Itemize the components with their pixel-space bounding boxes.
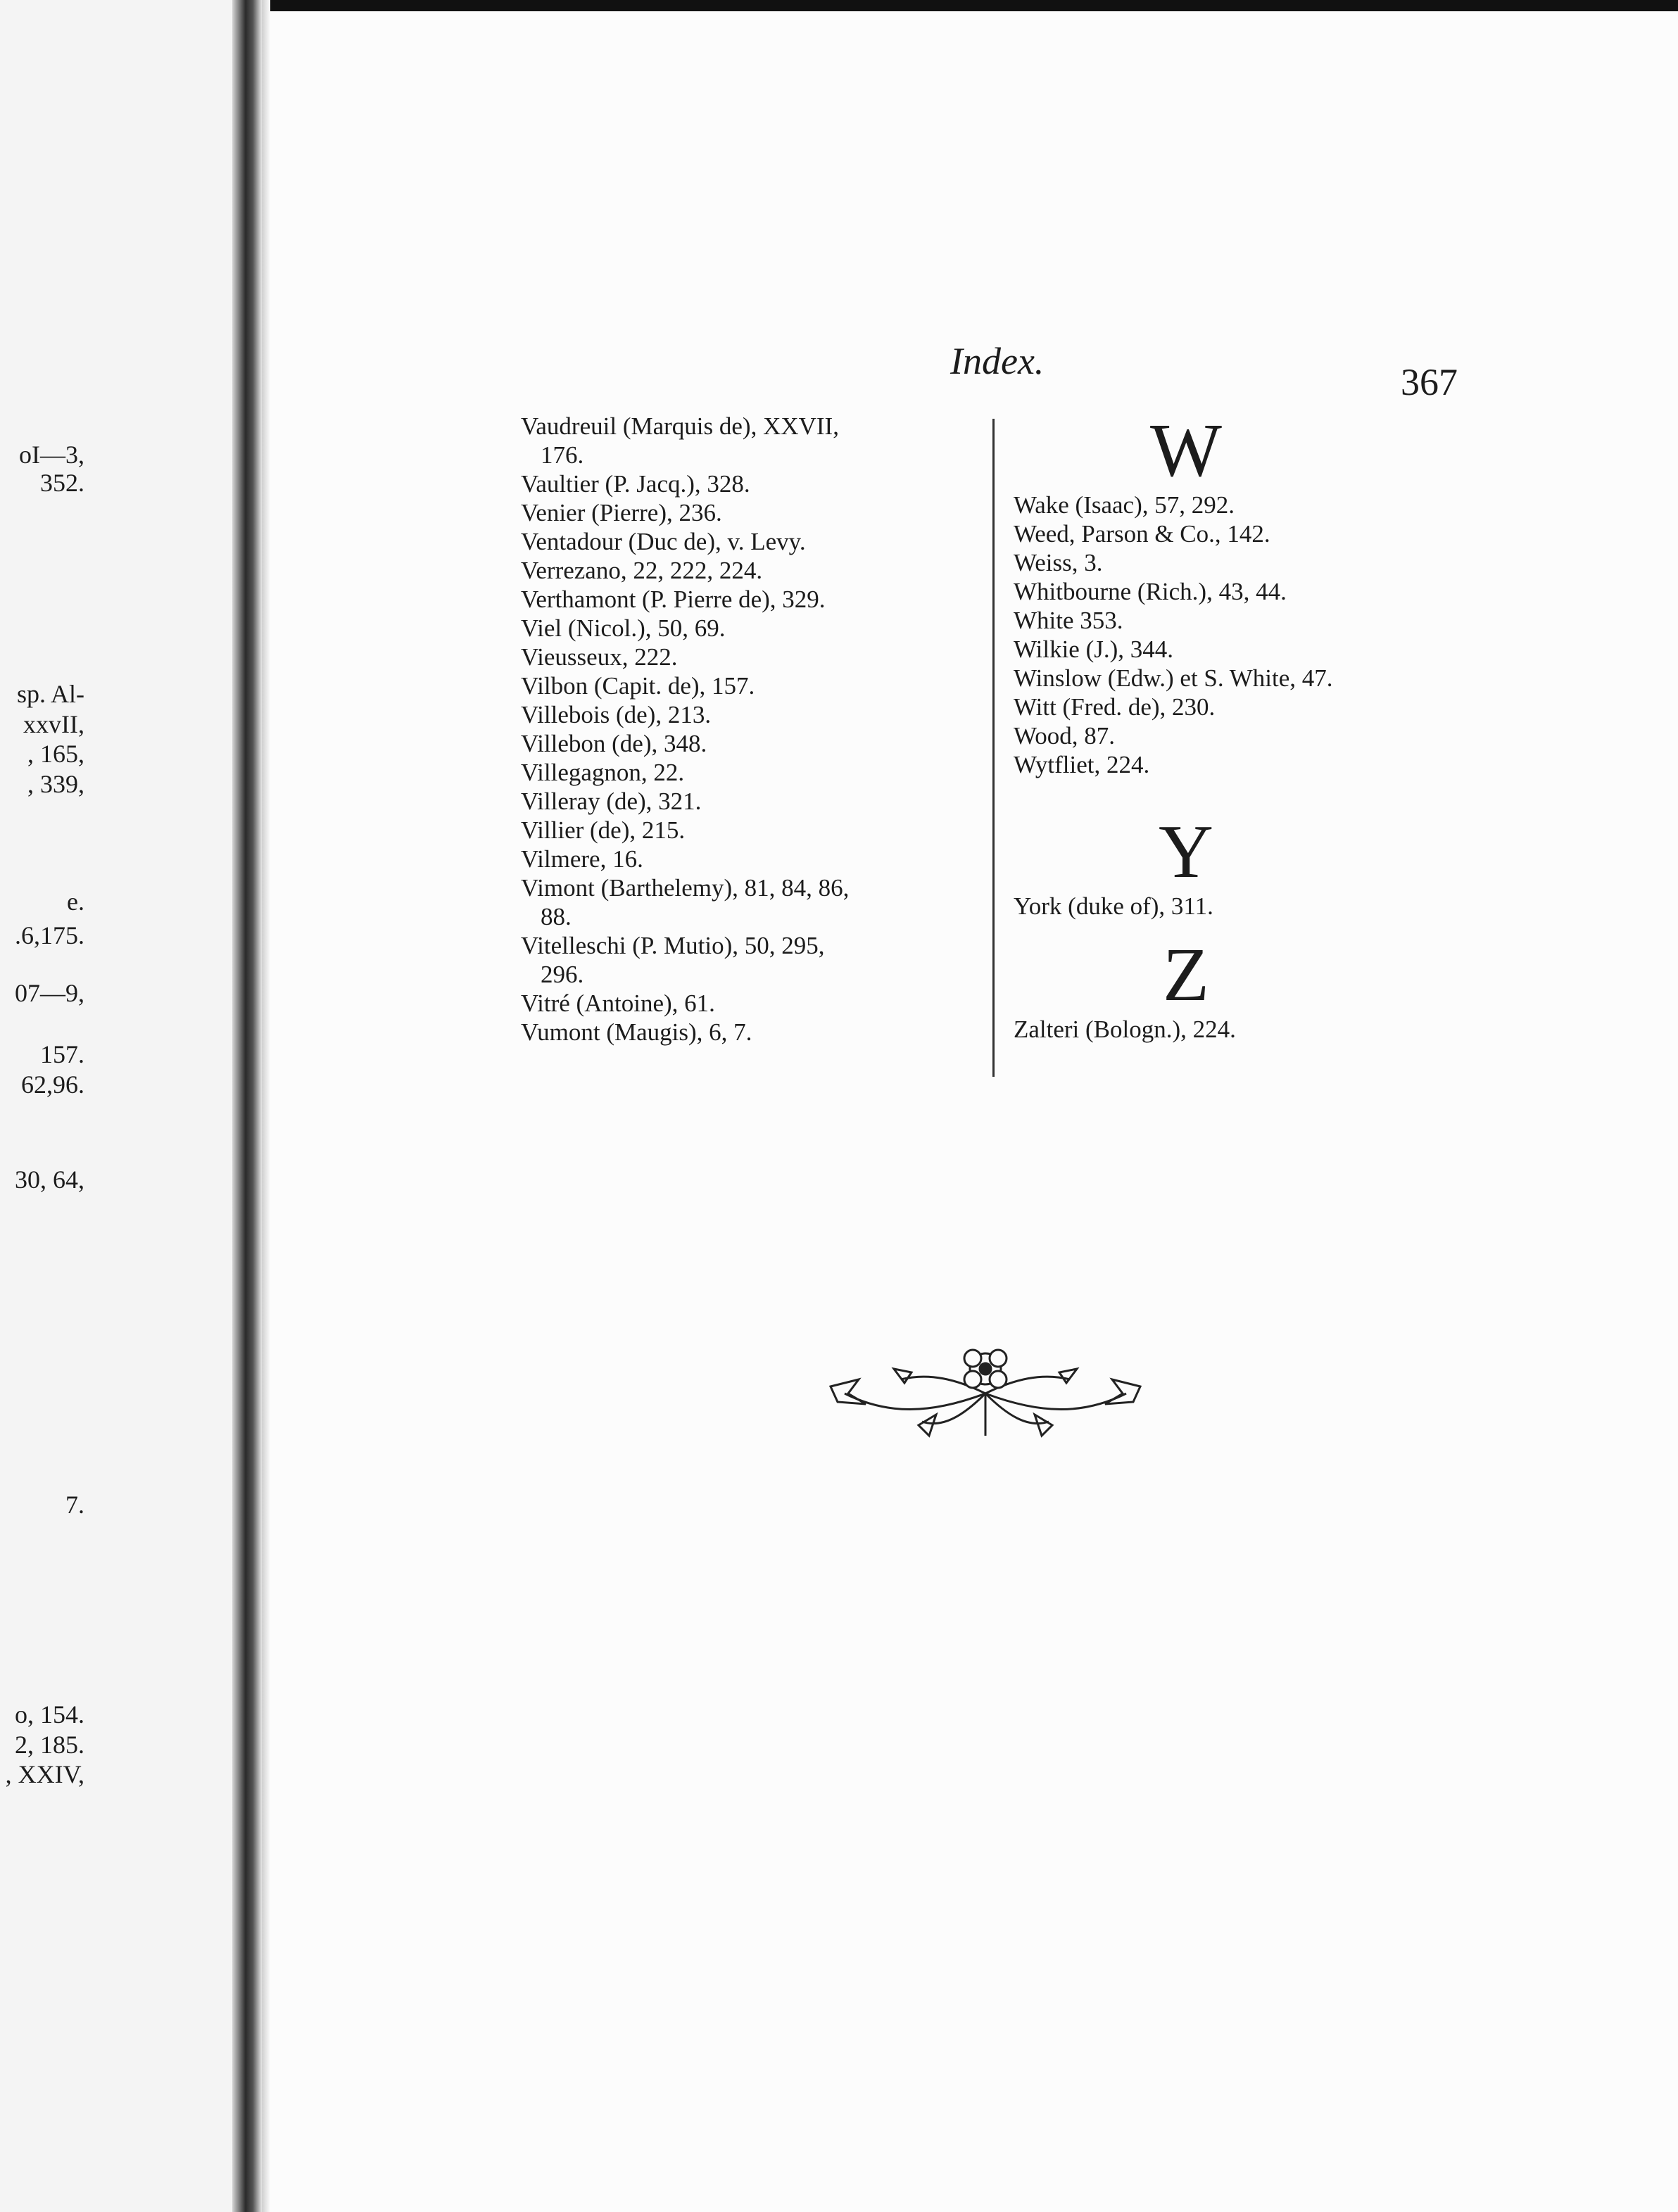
index-entry: Witt (Fred. de), 230. [1014, 693, 1216, 721]
entry-text: Vimont (Barthelemy), 81, 84, 86, [521, 874, 850, 902]
facing-page-fragment: o, 154. [15, 1700, 84, 1728]
index-entry: Villier (de), 215. [521, 816, 686, 844]
index-entry: Venier (Pierre), 236. [521, 499, 722, 526]
running-title: Index. [950, 340, 1045, 382]
entry-continuation: 296. [541, 961, 584, 988]
facing-page-fragment: .6,175. [15, 921, 84, 949]
facing-page-fragment: , 339, [27, 770, 84, 798]
facing-page-fragment: 7. [65, 1491, 84, 1519]
section-letter-w: W [1150, 409, 1222, 493]
entry-text: Vaudreuil (Marquis de), XXVII, [521, 412, 839, 440]
index-entry: Verthamont (P. Pierre de), 329. [521, 586, 826, 613]
page-number: 367 [1401, 361, 1458, 403]
facing-page-fragment: , 165, [27, 740, 84, 768]
facing-page-fragment: 352. [40, 469, 84, 497]
index-column-right [1014, 409, 1506, 1044]
facing-page-fragment: xxvII, [23, 710, 84, 738]
index-entry: Vilmere, 16. [521, 845, 643, 873]
index-entry [521, 873, 985, 931]
index-entry: Weiss, 3. [1014, 549, 1103, 576]
index-entry: Whitbourne (Rich.), 43, 44. [1014, 578, 1287, 605]
index-entry: Vieusseux, 222. [521, 643, 678, 671]
index-entry: Verrezano, 22, 222, 224. [521, 557, 763, 584]
book-gutter [232, 0, 262, 2212]
entry-continuation: 88. [541, 903, 572, 930]
book-gutter-shadow [262, 0, 270, 2212]
facing-page-fragment: oI—3, [19, 441, 84, 469]
section-letter-y: Y [1159, 810, 1213, 894]
index-entry: Wood, 87. [1014, 722, 1115, 750]
index-entry: Viel (Nicol.), 50, 69. [521, 614, 726, 642]
index-entry: Villeray (de), 321. [521, 788, 702, 815]
index-entry [521, 412, 985, 469]
facing-page-fragment: , XXIV, [5, 1760, 84, 1788]
index-entry: Vumont (Maugis), 6, 7. [521, 1018, 752, 1046]
index-entry [521, 931, 985, 989]
index-column-left [521, 412, 985, 1047]
facing-page-fragment: 07—9, [15, 979, 84, 1007]
index-entry: Vitré (Antoine), 61. [521, 990, 715, 1017]
entry-text: Vitelleschi (P. Mutio), 50, 295, [521, 932, 825, 959]
facing-page-fragment: 2, 185. [15, 1731, 84, 1759]
index-entry: Vilbon (Capit. de), 157. [521, 672, 755, 700]
facing-page-fragment: 157. [40, 1040, 84, 1068]
section-letter-z: Z [1163, 933, 1209, 1017]
index-entry: Villebois (de), 213. [521, 701, 712, 728]
column-rule [992, 419, 995, 1077]
index-entry: Villebon (de), 348. [521, 730, 707, 757]
floral-vine-ornament-icon [816, 1337, 1154, 1450]
index-entry: Wilkie (J.), 344. [1014, 636, 1174, 663]
facing-page-fragment: sp. Al- [16, 680, 84, 708]
index-entry: York (duke of), 311. [1014, 892, 1213, 920]
facing-page-fragment: 62,96. [21, 1070, 84, 1099]
index-entry: Villegagnon, 22. [521, 759, 685, 786]
index-entry: Wake (Isaac), 57, 292. [1014, 491, 1235, 519]
index-entry: Wytfliet, 224. [1014, 751, 1150, 778]
index-entry: Winslow (Edw.) et S. White, 47. [1014, 664, 1333, 692]
index-entry: White 353. [1014, 607, 1123, 634]
index-entry: Zalteri (Bologn.), 224. [1014, 1016, 1236, 1043]
scan-top-edge [260, 0, 1678, 11]
entry-continuation: 176. [541, 441, 584, 469]
facing-page-fragment: 30, 64, [15, 1165, 84, 1194]
facing-page [0, 0, 232, 2212]
index-entry: Vaultier (P. Jacq.), 328. [521, 470, 750, 498]
facing-page-fragment: e. [67, 887, 84, 916]
index-entry: Ventadour (Duc de), v. Levy. [521, 528, 806, 555]
index-entry: Weed, Parson & Co., 142. [1014, 520, 1270, 548]
